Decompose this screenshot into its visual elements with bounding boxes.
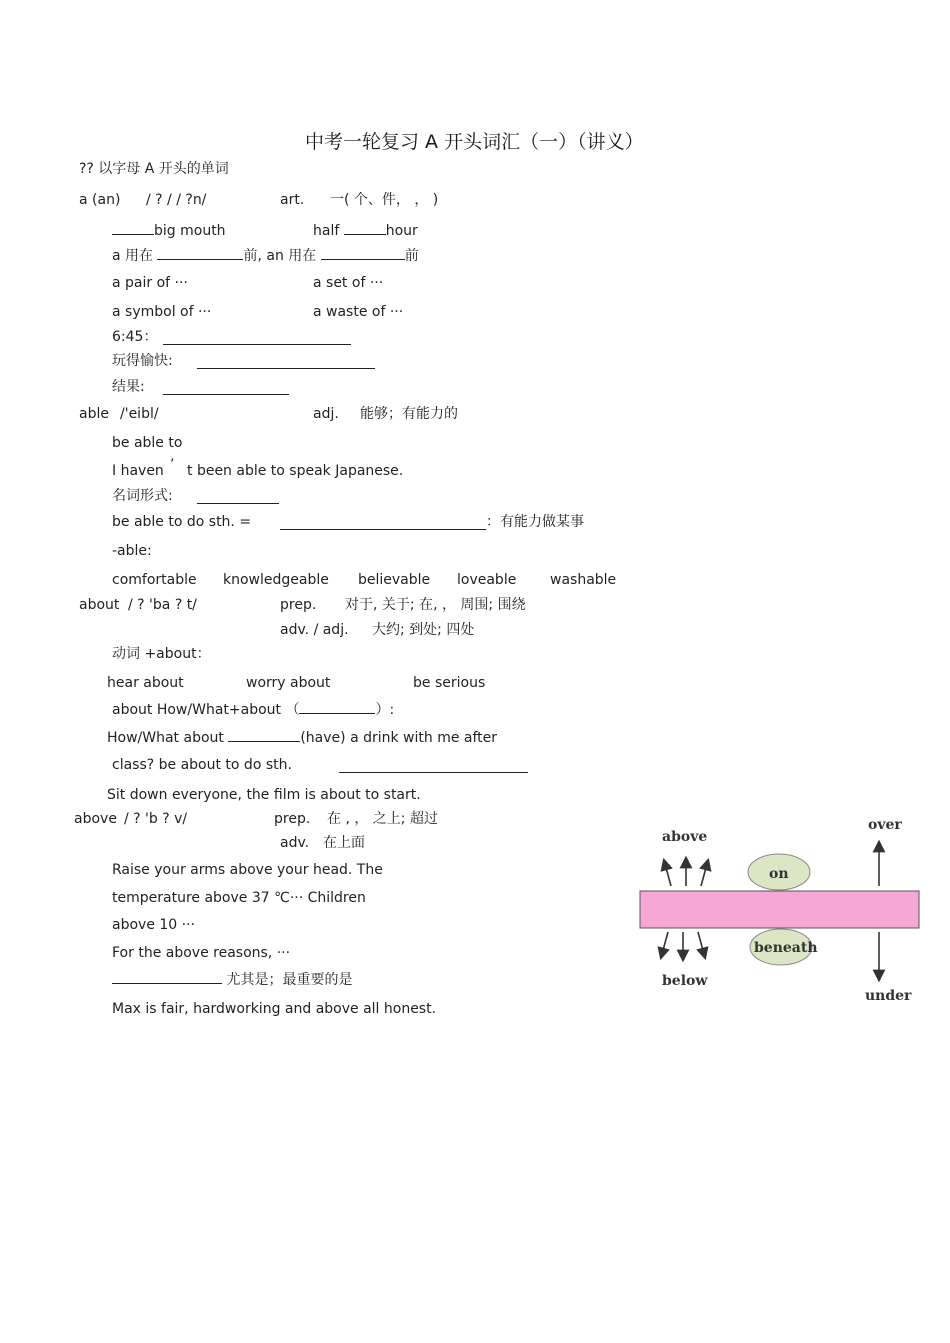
page-title: 中考一轮复习 A 开头词汇（一）（讲义） <box>305 131 644 153</box>
enjoy-prompt: 玩得愉快: <box>112 353 173 369</box>
arrows-above <box>665 862 707 886</box>
label-over: over <box>868 817 902 833</box>
above-example-5: 尤其是；最重要的是 <box>112 969 352 989</box>
usage-a-an: a 用在 前, an 用在 前 <box>112 245 419 265</box>
label-on: on <box>769 866 789 882</box>
verb-worry-about: worry about <box>246 675 331 691</box>
verb-be-serious: be serious <box>413 675 486 691</box>
pos-about-adv: adv. / adj. <box>280 622 349 638</box>
able-word-4: loveable <box>457 572 517 588</box>
preposition-diagram <box>632 812 927 1012</box>
able-word-3: believable <box>358 572 431 588</box>
label-under: under <box>865 988 912 1004</box>
above-example-4: For the above reasons, ··· <box>112 945 291 961</box>
fill-blank[interactable] <box>228 727 300 742</box>
surface-bar <box>640 891 919 928</box>
pos-above-prep: prep. <box>274 811 311 827</box>
about-example-film: Sit down everyone, the film is about to start. <box>107 787 421 803</box>
above-example-3: above 10 ··· <box>112 917 195 933</box>
meaning-above-adv: 在上面 <box>323 835 365 851</box>
pos-above-adv: adv. <box>280 835 310 851</box>
able-word-5: washable <box>550 572 617 588</box>
phrase-a-set: a set of ··· <box>313 275 384 291</box>
fill-blank[interactable] <box>112 969 222 984</box>
how-what-example: How/What about (have) a drink with me after <box>107 727 497 747</box>
able-example-b: t been able to speak Japanese. <box>187 463 404 479</box>
word-about: about <box>79 597 120 613</box>
answer-line-enjoy[interactable] <box>197 368 375 369</box>
fill-blank[interactable] <box>299 699 375 714</box>
arrows-below <box>662 932 704 956</box>
verb-about-heading: 动词 +about： <box>112 646 211 662</box>
above-example-1: Raise your arms above your head. The <box>112 862 383 878</box>
example-half-hour: half hour <box>313 220 418 240</box>
answer-line-time[interactable] <box>163 344 351 345</box>
word-able: able <box>79 406 109 422</box>
phonetic-above: / ? 'b ? v/ <box>124 811 188 827</box>
able-phrase: be able to <box>112 435 183 451</box>
pos-able: adj. <box>313 406 339 422</box>
able-word-2: knowledgeable <box>223 572 329 588</box>
label-below: below <box>662 973 708 989</box>
able-equal-meaning: ：有能力做某事 <box>486 514 584 530</box>
fill-blank[interactable] <box>344 220 386 235</box>
phonetic-about: / ? 'ba ? t/ <box>128 597 197 613</box>
meaning-a: 一( 个、件， ， ) <box>330 192 439 208</box>
able-word-1: comfortable <box>112 572 197 588</box>
example-big-mouth: big mouth <box>112 220 226 240</box>
noun-form-prompt: 名词形式: <box>112 488 173 504</box>
about-example-class: class? be about to do sth. <box>112 757 292 773</box>
answer-line-result[interactable] <box>163 394 289 395</box>
fill-blank[interactable] <box>112 220 154 235</box>
intro-line: ?? 以字母 A 开头的单词 <box>79 161 229 177</box>
phrase-a-pair: a pair of ··· <box>112 275 188 291</box>
fill-blank[interactable] <box>157 245 243 260</box>
able-example-a: I haven <box>112 463 164 479</box>
label-beneath: beneath <box>754 940 818 956</box>
meaning-about-prep: 对于, 关于; 在, ， 周围; 围绕 <box>345 597 526 613</box>
pos-about-prep: prep. <box>280 597 317 613</box>
able-example-apostrophe: ’ <box>170 457 175 473</box>
verb-hear-about: hear about <box>107 675 184 691</box>
above-example-2: temperature above 37 ℃··· Children <box>112 890 366 906</box>
pos-a: art. <box>280 192 305 208</box>
how-what-about-line: about How/What+about （ ）: <box>112 699 394 719</box>
answer-line-equal[interactable] <box>280 529 486 530</box>
answer-line-about-to[interactable] <box>339 772 528 773</box>
time-prompt: 6:45： <box>112 329 158 345</box>
meaning-above-prep: 在 , ， 之上; 超过 <box>327 811 438 827</box>
suffix-able: -able: <box>112 543 152 559</box>
phonetic-able: /'eibl/ <box>120 406 159 422</box>
fill-blank[interactable] <box>321 245 405 260</box>
above-example-6: Max is fair, hardworking and above all honest. <box>112 1001 437 1017</box>
label-above: above <box>662 829 708 845</box>
word-a: a (an) <box>79 192 121 208</box>
answer-line-noun[interactable] <box>197 503 279 504</box>
result-prompt: 结果: <box>112 379 145 395</box>
meaning-able: 能够；有能力的 <box>360 406 458 422</box>
meaning-about-adv: 大约; 到处; 四处 <box>372 622 475 638</box>
able-equal-prompt: be able to do sth. = <box>112 514 252 530</box>
word-above: above <box>74 811 117 827</box>
phrase-a-waste: a waste of ··· <box>313 304 404 320</box>
phrase-a-symbol: a symbol of ··· <box>112 304 212 320</box>
phonetic-a: / ? / / ?n/ <box>146 192 207 208</box>
